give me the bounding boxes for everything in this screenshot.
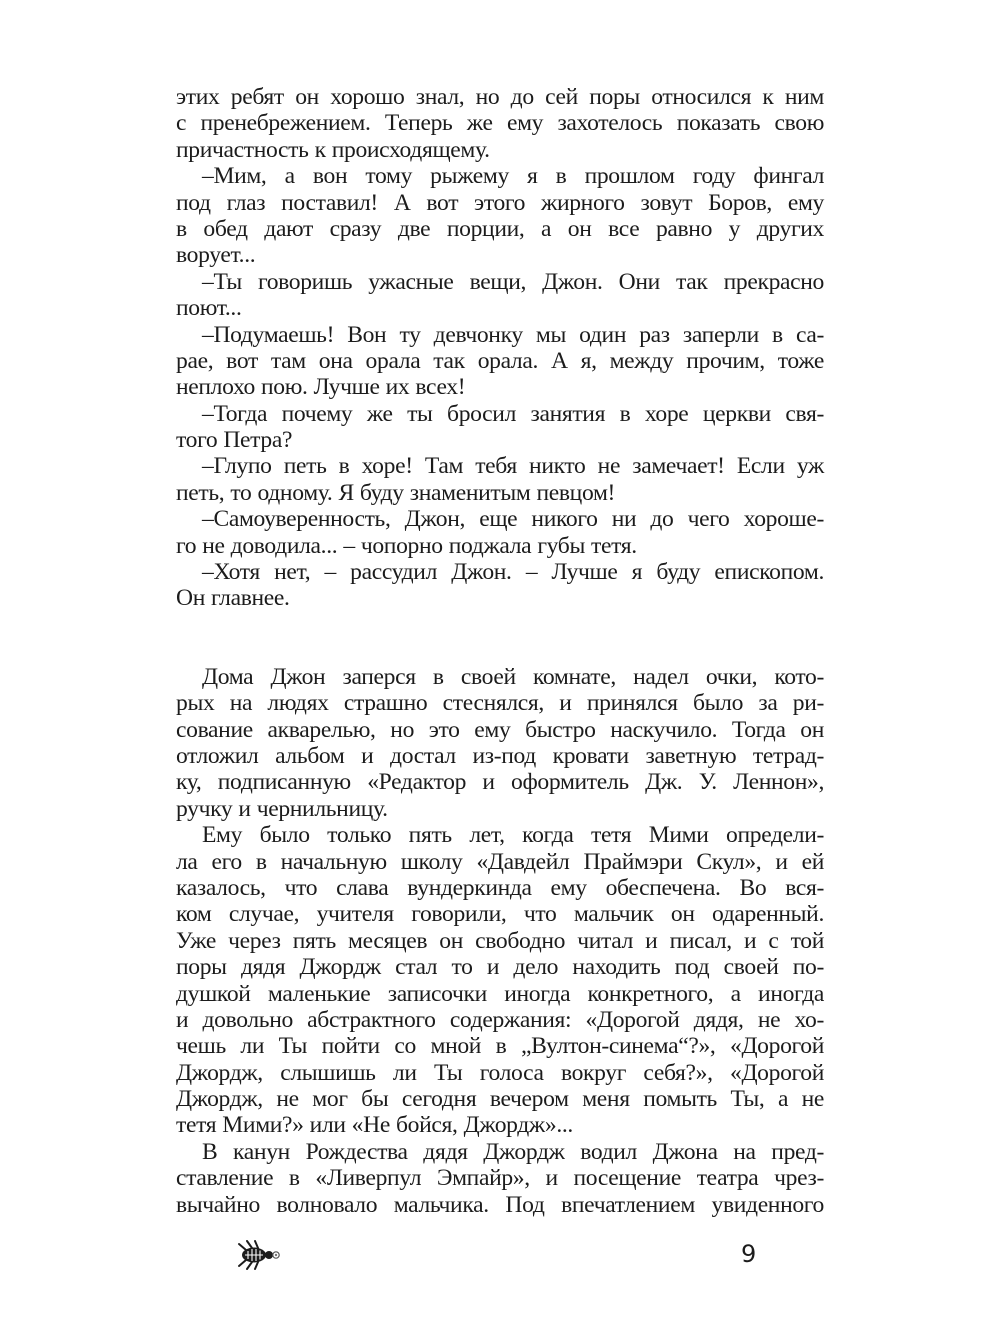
text-line: Джордж, слышишь ли Ты голоса вокруг себя?», «Дорогой — [176, 1059, 824, 1086]
text-line: неплохо пою. Лучше их всех! — [176, 374, 466, 401]
text-line: Дома Джон заперся в своей комнате, надел очки, кото- — [202, 663, 824, 690]
paragraph — [176, 84, 824, 163]
text-line: ком случае, учителя говорили, что мальчик он одаренный. — [176, 901, 824, 928]
text-line: рых на людях страшно стеснялся, и принялся было за ри- — [176, 690, 824, 717]
text-line: Джордж, не мог бы сегодня вечером меня помыть Ты, а не — [176, 1086, 824, 1113]
text-line: чешь ли Ты пойти со мной в „Вултон-синема“?», «Дорогой — [176, 1033, 824, 1060]
text-line: –Мим, а вон тому рыжему я в прошлом году фингал — [202, 163, 824, 190]
text-line: тетя Мими?» или «Не бойся, Джордж»... — [176, 1112, 573, 1139]
text-line: го не доводила... – чопорно поджала губы тетя. — [176, 532, 637, 559]
text-line: с пренебрежением. Теперь же ему захотелось показать свою — [176, 110, 824, 137]
text-line: ворует... — [176, 242, 256, 269]
paragraph — [176, 163, 824, 269]
text-line: Уже через пять месяцев он свободно читал и писал, и с той — [176, 927, 824, 954]
text-line: рае, вот там она орала так орала. А я, между прочим, тоже — [176, 347, 824, 374]
paragraph — [176, 401, 824, 454]
text-line: в обед дают сразу две порции, а он все равно у других — [176, 215, 824, 242]
text-line: Он главнее. — [176, 585, 290, 612]
text-line: ставление в «Ливерпул Эмпайр», и посещение театра чрез- — [176, 1165, 824, 1192]
text-line: ла его в начальную школу «Давдейл Праймэри Скул», и ей — [176, 848, 824, 875]
text-line: и довольно абстрактного содержания: «Дорогой дядя, не хо- — [176, 1006, 824, 1033]
text-line: казалось, что слава вундеркинда ему обеспечена. Во вся- — [176, 874, 824, 901]
text-line: этих ребят он хорошо знал, но до сей поры относился к ним — [176, 84, 824, 110]
text-line: отложил альбом и достал из-под кровати заветную тетрад- — [176, 742, 824, 769]
book-page-text — [176, 84, 824, 1218]
text-line: –Глупо петь в хоре! Там тебя никто не замечает! Если уж — [202, 453, 824, 480]
paragraph — [176, 664, 824, 822]
text-line: –Хотя нет, – рассудил Джон. – Лучше я буду епископом. — [202, 559, 824, 586]
text-line: –Тогда почему же ты бросил занятия в хоре церкви свя- — [202, 400, 824, 427]
text-line: –Подумаешь! Вон ту девчонку мы один раз заперли в са- — [202, 321, 824, 348]
text-line: –Самоуверенность, Джон, еще никого ни до чего хороше- — [202, 506, 824, 533]
text-line: Ему было только пять лет, когда тетя Мими определи- — [202, 822, 824, 849]
text-line: поры дядя Джордж стал то и дело находить под своей по- — [176, 954, 824, 981]
paragraph — [176, 269, 824, 322]
paragraph — [176, 1139, 824, 1218]
paragraph — [176, 453, 824, 506]
paragraph — [176, 559, 824, 612]
text-line: душкой маленькие записочки иногда конкретного, а иногда — [176, 980, 824, 1007]
text-line: В канун Рождества дядя Джордж водил Джона на пред- — [202, 1138, 824, 1165]
paragraph — [176, 322, 824, 401]
text-line: сование акварелью, но это ему быстро наскучило. Тогда он — [176, 716, 824, 743]
page-number: 9 — [741, 1240, 757, 1268]
paragraph — [176, 822, 824, 1139]
text-line: поют... — [176, 295, 242, 322]
text-line: ручку и чернильницу. — [176, 795, 388, 822]
text-line: причастность к происходящему. — [176, 136, 490, 163]
text-line: того Петра? — [176, 427, 293, 454]
text-line: петь, то одному. Я буду знаменитым певцом! — [176, 479, 616, 506]
text-line: –Ты говоришь ужасные вещи, Джон. Они так прекрасно — [202, 268, 824, 295]
text-line: под глаз поставил! А вот этого жирного зовут Боров, ему — [176, 189, 824, 216]
paragraph — [176, 506, 824, 559]
text-line: вычайно волновало мальчика. Под впечатлением увиденного — [176, 1191, 824, 1218]
text-line: ку, подписанную «Редактор и оформитель Дж. У. Леннон», — [176, 769, 824, 796]
section-break — [176, 612, 824, 664]
beetle-icon — [234, 1238, 284, 1272]
